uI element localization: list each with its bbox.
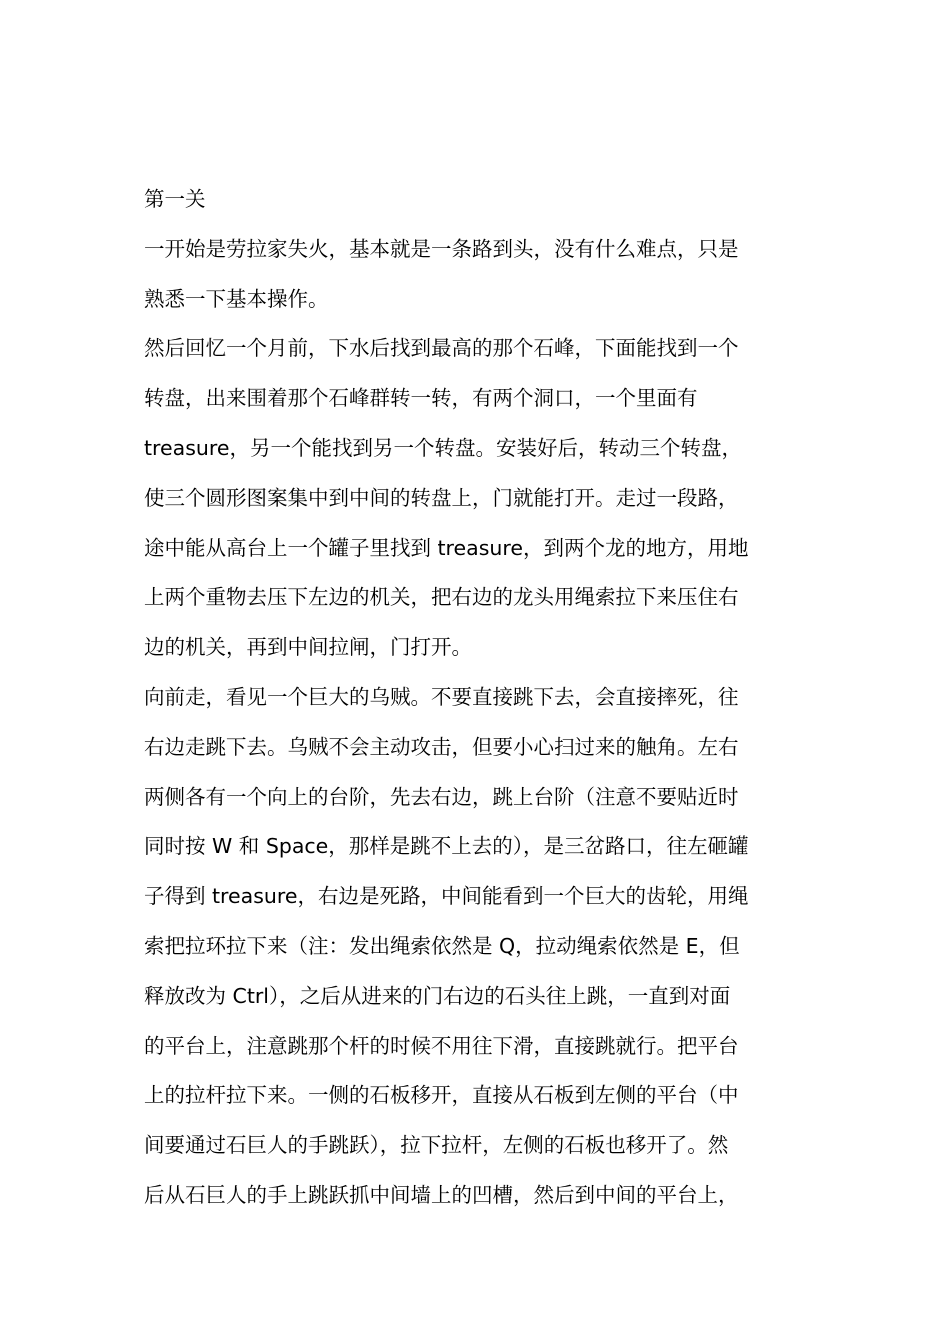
paragraph-line: 释放改为 Ctrl），之后从进来的门右边的石头往上跳，一直到对面 (144, 983, 731, 1008)
paragraph-line: 同时按 W 和 Space，那样是跳不上去的），是三岔路口，往左砸罐 (144, 834, 749, 859)
paragraph-line: 右边走跳下去。乌贼不会主动攻击，但要小心扫过来的触角。左右 (144, 734, 739, 759)
paragraph-line: 两侧各有一个向上的台阶，先去右边，跳上台阶（注意不要贴近时 (144, 784, 739, 809)
paragraph-line: 熟悉一下基本操作。 (144, 286, 329, 311)
section-heading: 第一关 (144, 187, 206, 211)
paragraph-line: 索把拉环拉下来（注：发出绳索依然是 Q，拉动绳索依然是 E，但 (144, 933, 740, 958)
paragraph-line: 使三个圆形图案集中到中间的转盘上，门就能打开。走过一段路， (144, 485, 739, 510)
paragraph-line: 后从石巨人的手上跳跃抓中间墙上的凹槽，然后到中间的平台上， (144, 1182, 739, 1207)
paragraph-line: 然后回忆一个月前，下水后找到最高的那个石峰，下面能找到一个 (144, 336, 739, 361)
paragraph-line: 边的机关，再到中间拉闸，门打开。 (144, 635, 472, 660)
document-body (144, 175, 814, 1221)
paragraph-line: 途中能从高台上一个罐子里找到 treasure，到两个龙的地方，用地 (144, 535, 749, 560)
paragraph-line: 上的拉杆拉下来。一侧的石板移开，直接从石板到左侧的平台（中 (144, 1083, 739, 1108)
paragraph-line: 的平台上，注意跳那个杆的时候不用往下滑，直接跳就行。把平台 (144, 1033, 739, 1058)
paragraph-line: 向前走，看见一个巨大的乌贼。不要直接跳下去，会直接摔死，往 (144, 684, 739, 709)
paragraph-line: 转盘，出来围着那个石峰群转一转，有两个洞口，一个里面有 (144, 386, 698, 411)
paragraph-line: 一开始是劳拉家失火，基本就是一条路到头，没有什么难点，只是 (144, 236, 739, 261)
paragraph-line: 上两个重物去压下左边的机关，把右边的龙头用绳索拉下来压住右 (144, 585, 739, 610)
paragraph-line: treasure，另一个能找到另一个转盘。安装好后，转动三个转盘， (144, 435, 742, 460)
paragraph-line: 子得到 treasure，右边是死路，中间能看到一个巨大的齿轮，用绳 (144, 884, 749, 909)
paragraph-line: 间要通过石巨人的手跳跃），拉下拉杆，左侧的石板也移开了。然 (144, 1133, 729, 1158)
